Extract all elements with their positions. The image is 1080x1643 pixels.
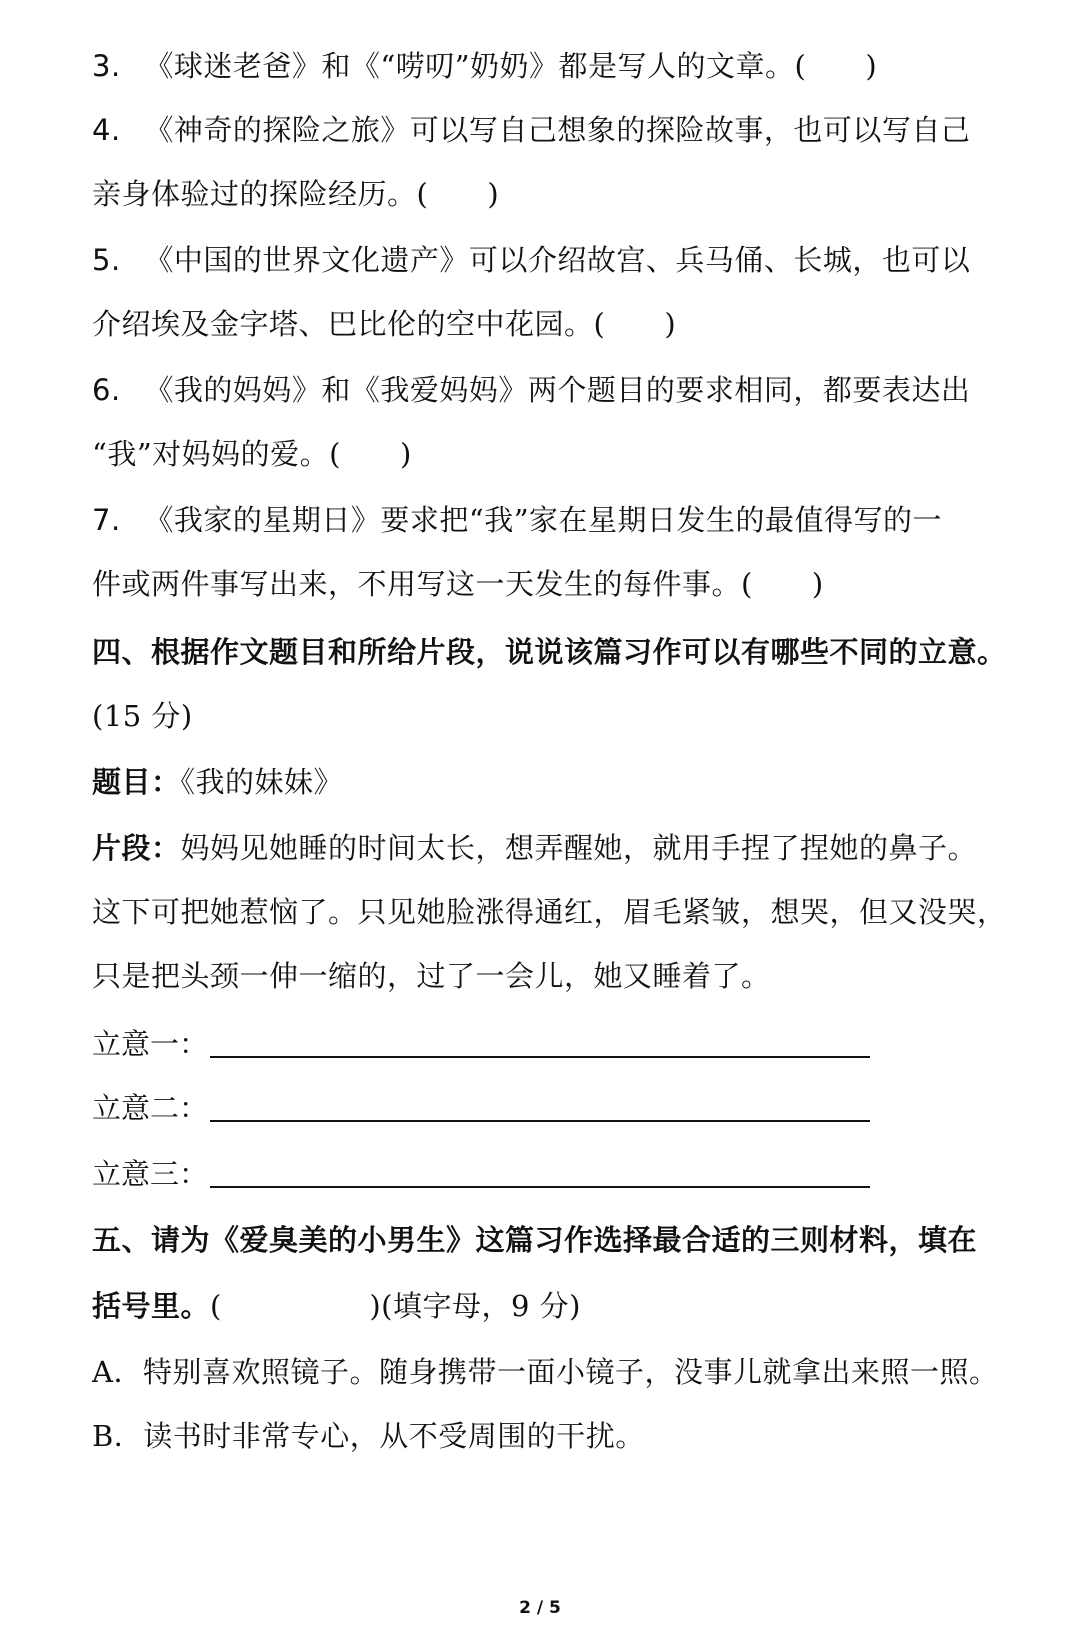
question-5-line-2: 介绍埃及金字塔、巴比伦的空中花园。( ) [92,307,677,341]
option-b: B．读书时非常专心，从不受周围的干扰。 [92,1419,645,1453]
section-5-heading: 五、请为《爱臭美的小男生》这篇习作选择最合适的三则材料，填在 [92,1223,978,1257]
section-4-heading: 四、根据作文题目和所给片段，说说该篇习作可以有哪些不同的立意。 [92,635,1007,669]
question-7-line-2: 件或两件事写出来，不用写这一天发生的每件事。( ) [92,567,824,601]
answer-input-2[interactable] [210,1120,870,1122]
question-7-line-1: 7. 《我家的星期日》要求把“我”家在星期日发生的最值得写的一 [92,503,943,537]
question-6-line-1: 6. 《我的妈妈》和《我爱妈妈》两个题目的要求相同，都要表达出 [92,373,971,407]
answer-label-1: 立意一： [92,1027,209,1061]
option-a: A．特别喜欢照镜子。随身携带一面小镜子，没事儿就拿出来照一照。 [92,1355,999,1389]
title-value: 《我的妹妹》 [180,765,344,799]
section-5-line-2: 括号里。( )(填字母，9 分) [92,1289,581,1323]
section-4-excerpt-line-3: 只是把头颈一伸一缩的，过了一会儿，她又睡着了。 [92,959,771,993]
section-4-excerpt-line-2: 这下可把她惹恼了。只见她脸涨得通红，眉毛紧皱，想哭，但又没哭， [92,895,1007,929]
section-4-excerpt-line-1: 片段：妈妈见她睡的时间太长，想弄醒她，就用手捏了捏她的鼻子。 [92,831,978,865]
question-5-line-1: 5. 《中国的世界文化遗产》可以介绍故宫、兵马俑、长城，也可以 [92,243,971,277]
answer-input-3[interactable] [210,1186,870,1188]
answer-input-1[interactable] [210,1056,870,1058]
answer-label-3: 立意三： [92,1157,209,1191]
answer-label-2: 立意二： [92,1091,209,1125]
question-3: 3. 《球迷老爸》和《“唠叨”奶奶》都是写人的文章。( ) [92,49,878,83]
excerpt-label: 片段： [92,831,181,865]
section-4-score: (15 分) [92,699,193,733]
section-4-title-row [92,764,343,800]
question-6-line-2: “我”对妈妈的爱。( ) [92,437,412,471]
title-label: 题目： [92,765,181,799]
question-4-line-1: 4. 《神奇的探险之旅》可以写自己想象的探险故事，也可以写自己 [92,113,971,147]
question-4-line-2: 亲身体验过的探险经历。( ) [92,177,500,211]
page-number: 2 / 5 [519,1598,561,1618]
